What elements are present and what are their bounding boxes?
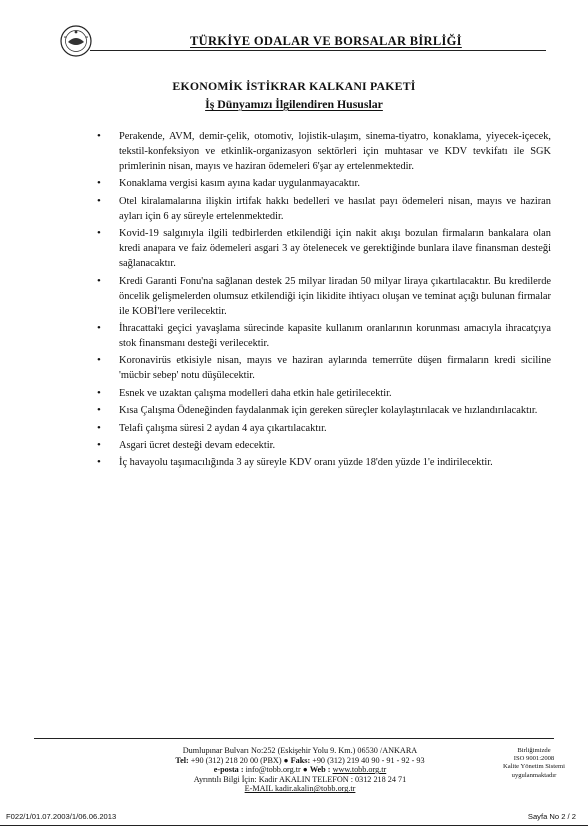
list-item: • Asgari ücret desteği devam edecektir. — [119, 438, 551, 453]
list-item: • İhracattaki geçici yavaşlama sürecinde kapasite kullanım oranlarının korunması amacıyla ihracatçıya stok finansmanı desteği verilecektir. — [119, 321, 551, 351]
email-label: e-posta : — [213, 765, 244, 775]
measures-list — [119, 129, 551, 473]
quality-line: Kalite Yönetim Sistemi — [502, 763, 566, 771]
footer-address-block — [140, 746, 460, 794]
quality-line: Birliğimizde — [517, 747, 551, 754]
list-item: • Kısa Çalışma Ödeneğinden faydalanmak için gereken süreçler kolaylaştırılacak ve hızlandırılacaktır. — [119, 403, 551, 418]
header-divider — [90, 50, 546, 51]
quality-notice — [486, 747, 582, 780]
list-item: • Kovid-19 salgınıyla ilgili tedbirlerden etkilendiği için nakit akışı bozulan firmaların bankalara olan kredi anapara ve faiz ödemeleri asgari 3 ay ötelenecek ve gerektiğinde bunlara ilave finansman desteği sağlanacaktır. — [119, 226, 551, 271]
form-code: F022/1/01.07.2003/1/06.06.2013 — [6, 812, 117, 821]
tobb-seal-icon — [59, 24, 93, 58]
list-item: • Esnek ve uzaktan çalışma modelleri daha etkin hale getirilecektir. — [119, 386, 551, 401]
fax-label: Faks: — [290, 755, 311, 765]
list-item: • Telafi çalışma süresi 2 aydan 4 aya çıkartılacaktır. — [119, 421, 551, 436]
list-item: • Otel kiralamalarına ilişkin irtifak hakkı bedelleri ve hasılat payı ödemeleri nisan, mayıs ve haziran ayları için 6 ay süreyle ertelenmektedir. — [119, 194, 551, 224]
footer-phone-line — [140, 756, 460, 766]
bottom-divider — [0, 825, 588, 826]
footer-web-line — [140, 765, 460, 775]
footer-contact: Ayrıntılı Bilgi İçin: Kadir AKALIN TELEFON : 0312 218 24 71 — [193, 774, 407, 784]
bullet-icon: ● — [302, 765, 308, 775]
footer-address: Dumlupınar Bulvarı No:252 (Eskişehir Yolu 9. Km.) 06530 /ANKARA — [182, 746, 418, 755]
list-item: • Koronavirüs etkisiyle nisan, mayıs ve haziran aylarında temerrüte düşen firmaların kredi siciline 'mücbir sebep' notu düşülecektir. — [119, 353, 551, 383]
email-value[interactable]: info@tobb.org.tr — [245, 765, 301, 775]
fax-value: +90 (312) 219 40 90 - 91 - 92 - 93 — [312, 755, 425, 765]
footer-contact-email[interactable]: E-MAIL kadir.akalin@tobb.org.tr — [244, 784, 356, 794]
quality-line: ISO 9001:2008 — [513, 755, 555, 763]
document-title: EKONOMİK İSTİKRAR KALKANI PAKETİ — [172, 79, 416, 93]
tel-value: +90 (312) 218 20 00 (PBX) — [190, 755, 282, 765]
bullet-icon: ● — [283, 755, 289, 765]
web-link[interactable]: www.tobb.org.tr — [332, 765, 387, 775]
header-title: TÜRKİYE ODALAR VE BORSALAR BİRLİĞİ — [190, 34, 462, 48]
page-number: Sayfa No 2 / 2 — [527, 812, 576, 821]
web-label: Web : — [309, 765, 331, 775]
list-item: • İç havayolu taşımacılığında 3 ay süreyle KDV oranı yüzde 18'den yüzde 1'e indirilecektir. — [119, 455, 551, 470]
document-subtitle: İş Dünyamızı İlgilendiren Hususlar — [205, 97, 383, 111]
tel-label: Tel: — [175, 755, 189, 765]
footer-divider — [34, 738, 554, 739]
quality-line: uygulanmaktadır — [511, 771, 557, 779]
list-item: • Kredi Garanti Fonu'na sağlanan destek 25 milyar liradan 50 milyar liraya çıkartılacaktır. Bu kredilerde öncelik gelişmelerden olumsuz etkilendiği için likidite ihtiyacı oluşan ve teminat açığı bulunan firmalar ile KOBİ'lere verilecektir. — [119, 274, 551, 319]
list-item: • Perakende, AVM, demir-çelik, otomotiv, lojistik-ulaşım, sinema-tiyatro, konaklama, yiyecek-içecek, tekstil-konfeksiyon ve etkinlik-organizasyon sektörleri için muhtasar ve KDV tevkifatı ile SGK primlerinin nisan, mayıs ve haziran ödemeleri 6'şar ay ertelenmektedir. — [119, 129, 551, 174]
list-item: • Konaklama vergisi kasım ayına kadar uygulanmayacaktır. — [119, 176, 551, 191]
